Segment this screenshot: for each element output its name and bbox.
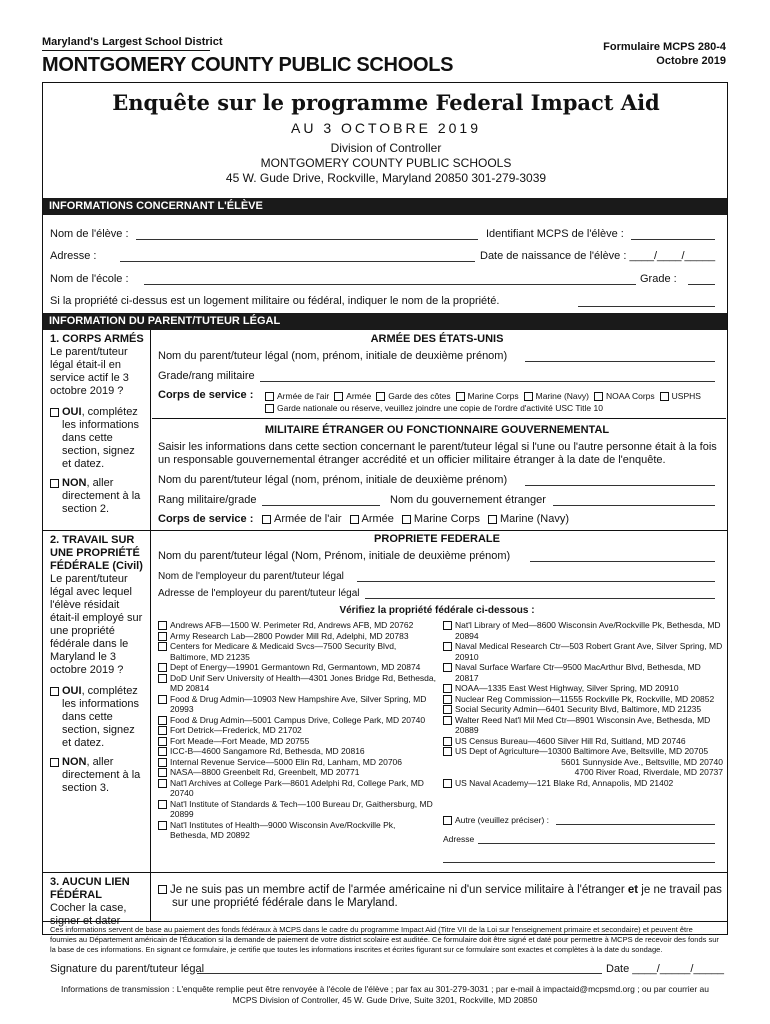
corps-guard-option[interactable]: Garde nationale ou réserve, veuillez joindre une copie de l'ordre d'activité USC Title 10: [265, 403, 603, 414]
federal-property-item[interactable]: DoD Unif Serv University of Health—4301 Jones Bridge Rd, Bethesda, MD 20814: [158, 673, 436, 694]
signature-field[interactable]: [197, 973, 602, 974]
us-grade-label: Grade/rang militaire: [158, 370, 255, 382]
federal-property-item[interactable]: Army Research Lab—2800 Powder Mill Rd, Adelphi, MD 20783: [158, 631, 436, 642]
section1-left: [50, 333, 146, 516]
federal-property-item[interactable]: Fort Detrick—Frederick, MD 21702: [158, 725, 436, 736]
section2-divider: [43, 530, 727, 531]
checkbox-icon[interactable]: [158, 663, 167, 672]
checkbox-icon[interactable]: [158, 695, 167, 704]
grade-label: Grade :: [640, 273, 677, 285]
checkbox-icon[interactable]: [158, 726, 167, 735]
checkbox-icon[interactable]: [158, 768, 167, 777]
employer-name-label: Nom de l'employeur du parent/tuteur légal: [158, 571, 344, 582]
division-name: Division of Controller: [330, 141, 442, 155]
other-address-label: Adresse: [443, 834, 475, 844]
checkbox-icon[interactable]: [660, 392, 669, 401]
signature-date[interactable]: Date ____/_____/_____: [606, 963, 725, 975]
division-org: MONTGOMERY COUNTY PUBLIC SCHOOLS: [260, 156, 512, 170]
federal-property-item[interactable]: Centers for Medicare & Medicaid Svcs—7500 Security Blvd, Baltimore, MD 21235: [158, 641, 436, 662]
checkbox-icon[interactable]: [158, 800, 167, 809]
student-birthdate[interactable]: Date de naissance de l'élève : ____/____/_____: [480, 250, 716, 262]
checkbox-icon[interactable]: [334, 392, 343, 401]
signature-label: Signature du parent/tuteur légal: [50, 963, 205, 975]
federal-parent-name-label: Nom du parent/tuteur légal (Nom, Prénom, initiale de deuxième prénom): [158, 550, 511, 562]
checkbox-icon[interactable]: [443, 705, 452, 714]
federal-property-item[interactable]: Nat'l Institutes of Health—9000 Wisconsin Ave/Rockville Pk, Bethesda, MD 20892: [158, 820, 436, 841]
student-address-field[interactable]: [120, 261, 475, 262]
federal-property-item[interactable]: NOAA—1335 East West Highway, Silver Spring, MD 20910: [443, 683, 723, 694]
verify-property-label: Vérifiez la propriété fédérale ci-dessous :: [339, 605, 535, 616]
checkbox-icon[interactable]: [158, 885, 167, 894]
us-parent-name-label: Nom du parent/tuteur légal (nom, prénom, initiale de deuxième prénom): [158, 350, 508, 362]
no-federal-statement[interactable]: Je ne suis pas un membre actif de l'armée américaine ni d'un service militaire à l'étranger et je ne travail pas sur une propriété fédérale dans le Maryland.: [158, 884, 732, 910]
federal-property-item[interactable]: Walter Reed Nat'l Mil Med Ctr—8901 Wisconsin Ave, Bethesda, MD 20889: [443, 715, 723, 736]
federal-property-item[interactable]: US Naval Academy—121 Blake Rd, Annapolis, MD 21402: [443, 778, 723, 789]
checkbox-icon[interactable]: [262, 515, 271, 524]
federal-list-left: [158, 620, 436, 841]
checkbox-icon[interactable]: [50, 408, 59, 417]
checkbox-icon[interactable]: [50, 758, 59, 767]
checkbox-icon[interactable]: [443, 747, 452, 756]
checkbox-icon[interactable]: [158, 779, 167, 788]
checkbox-icon[interactable]: [158, 758, 167, 767]
checkbox-icon[interactable]: [443, 779, 452, 788]
checkbox-icon[interactable]: [350, 515, 359, 524]
transmission-line-1: Informations de transmission : L'enquête remplie peut être renvoyée à l'école de l'élève ; par fax au 301-279-3031 ; par e-mail à impactaid@mcpsmd.org ; ou par courrier au: [60, 984, 710, 994]
checkbox-icon[interactable]: [265, 404, 274, 413]
checkbox-icon[interactable]: [443, 684, 452, 693]
form-date: Octobre 2019: [656, 55, 726, 67]
checkbox-icon[interactable]: [158, 737, 167, 746]
employer-name-field[interactable]: [357, 581, 715, 582]
checkbox-icon[interactable]: [265, 392, 274, 401]
checkbox-icon[interactable]: [443, 816, 452, 825]
form-title: Enquête sur le programme Federal Impact Aid: [112, 90, 660, 115]
foreign-parent-name-field[interactable]: [525, 485, 715, 486]
grade-field[interactable]: [688, 284, 715, 285]
student-id-field[interactable]: [631, 239, 715, 240]
section1-non[interactable]: NON, aller directement à la section 2.: [50, 477, 146, 516]
school-name-field[interactable]: [144, 284, 636, 285]
federal-property-item[interactable]: Naval Medical Research Ctr—503 Robert Grant Ave, Silver Spring, MD 20910: [443, 641, 723, 662]
checkbox-option[interactable]: Armée: [350, 513, 394, 525]
transmission-line-2: MCPS Division of Controller, 45 W. Gude Drive, Suite 3201, Rockville, MD 20850: [232, 995, 538, 1005]
federal-property-item[interactable]: NASA—8800 Greenbelt Rd, Greenbelt, MD 20771: [158, 767, 436, 778]
checkbox-icon[interactable]: [158, 747, 167, 756]
tagline-rule: [42, 50, 210, 51]
other-address-field-2[interactable]: [443, 862, 715, 863]
student-section-header: INFORMATIONS CONCERNANT L'ÉLÈVE: [43, 198, 727, 215]
federal-property-item[interactable]: Nat'l Archives at College Park—8601 Adelphi Rd, College Park, MD 20740: [158, 778, 436, 799]
division-block: [42, 141, 730, 186]
federal-property-item[interactable]: Food & Drug Admin—10903 New Hampshire Ave, Silver Spring, MD 20993: [158, 694, 436, 715]
checkbox-option[interactable]: Armée de l'air: [262, 513, 342, 525]
corps-label: Corps de service :: [158, 389, 254, 401]
checkbox-option[interactable]: Armée: [334, 391, 371, 401]
federal-property-item[interactable]: Nat'l Library of Med—8600 Wisconsin Ave/Rockville Pk, Bethesda, MD 20894: [443, 620, 723, 641]
foreign-header: MILITAIRE ÉTRANGER OU FONCTIONNAIRE GOUVERNEMENTAL: [264, 424, 610, 436]
checkbox-icon[interactable]: [443, 642, 452, 651]
foreign-instructions: Saisir les informations dans cette section concernant le parent/tuteur légal si l'une ou l'autre personne était à la fois un responsable gouvernemental étranger accrédité et un officier militaire étranger à la date de l'enquête.: [158, 441, 717, 466]
section1-divider: [152, 418, 726, 419]
parent-section-header: INFORMATION DU PARENT/TUTEUR LÉGAL: [43, 313, 727, 330]
section3-divider: [43, 872, 727, 873]
foreign-rank-field[interactable]: [262, 505, 380, 506]
section1-question: Le parent/tuteur légal était-il en service actif le 3 octobre 2019 ?: [50, 346, 129, 397]
employer-address-field[interactable]: [365, 598, 715, 599]
military-housing-field[interactable]: [578, 306, 715, 307]
section3-subtitle: Cocher la case, signer et dater: [50, 902, 127, 927]
corps-options: [265, 391, 706, 402]
checkbox-icon[interactable]: [443, 737, 452, 746]
section2-left: [50, 534, 146, 795]
checkbox-icon[interactable]: [158, 674, 167, 683]
employer-address-label: Adresse de l'employeur du parent/tuteur légal: [158, 588, 360, 599]
section2-oui[interactable]: OUI, complétez les informations dans cette section, signez et datez.: [50, 685, 146, 750]
division-address: 45 W. Gude Drive, Rockville, Maryland 20850 301-279-3039: [225, 171, 547, 185]
org-title: MONTGOMERY COUNTY PUBLIC SCHOOLS: [42, 54, 454, 76]
column-separator: [150, 330, 151, 921]
checkbox-icon[interactable]: [456, 392, 465, 401]
checkbox-option[interactable]: Marine (Navy): [524, 391, 589, 401]
footer-disclaimer: Ces informations servent de base au paiement des fonds fédéraux à MCPS dans le cadre du programme Impact Aid (Titre VII de la Loi sur l'enseignement primaire et secondaire) et peuvent être fournies au Département américain de l'Éducation si la demande de paiement de votre district scolaire est auditée. Ce formulaire doit être signé et daté pour permettre à MCPS de recevoir des fonds sur la base de ces informations. En signant ce formulaire, je certifie que toutes les informations inscrites et écrites figurant sur ce formulaire sont exactes et complètes à la date du sondage.: [50, 925, 719, 954]
student-name-label: Nom de l'élève :: [50, 228, 129, 240]
district-tagline: Maryland's Largest School District: [42, 36, 223, 48]
other-property-field[interactable]: [556, 824, 715, 825]
checkbox-icon[interactable]: [488, 515, 497, 524]
federal-property-item[interactable]: Fort Meade—Fort Meade, MD 20755: [158, 736, 436, 747]
foreign-rank-label: Rang militaire/grade: [158, 494, 257, 506]
federal-property-item[interactable]: Social Security Admin—6401 Security Blvd, Baltimore, MD 21235: [443, 704, 723, 715]
federal-property-item[interactable]: Food & Drug Admin—5001 Campus Drive, College Park, MD 20740: [158, 715, 436, 726]
federal-parent-name-field[interactable]: [530, 561, 715, 562]
checkbox-option[interactable]: USPHS: [660, 391, 701, 401]
checkbox-icon[interactable]: [158, 632, 167, 641]
federal-property-item[interactable]: Internal Revenue Service—5000 Elin Rd, Lanham, MD 20706: [158, 757, 436, 768]
federal-property-item[interactable]: US Census Bureau—4600 Silver Hill Rd, Suitland, MD 20746: [443, 736, 723, 747]
federal-property-item[interactable]: Naval Surface Warfare Ctr—9500 MacArthur Blvd, Bethesda, MD 20817: [443, 662, 723, 683]
form-number-block: [603, 40, 726, 68]
checkbox-icon[interactable]: [524, 392, 533, 401]
federal-property-header: PROPRIETE FEDERALE: [374, 533, 500, 545]
school-name-label: Nom de l'école :: [50, 273, 129, 285]
transmission-info: [30, 984, 740, 1006]
student-name-field[interactable]: [136, 239, 478, 240]
federal-property-item[interactable]: Nat'l Institute of Standards & Tech—100 Bureau Dr, Gaithersburg, MD 20899: [158, 799, 436, 820]
form-number: Formulaire MCPS 280-4: [603, 41, 726, 53]
section2-question: Le parent/tuteur légal avec lequel l'élève résidait était-il employé sur une propriété fédérale dans le Maryland le 3 octobre 2019 ?: [50, 573, 143, 676]
section1-title: 1. CORPS ARMÉS: [50, 333, 144, 345]
checkbox-icon[interactable]: [443, 716, 452, 725]
federal-list-right: [443, 620, 723, 788]
checkbox-option[interactable]: NOAA Corps: [594, 391, 655, 401]
checkbox-icon[interactable]: [50, 479, 59, 488]
checkbox-icon[interactable]: [594, 392, 603, 401]
checkbox-icon[interactable]: [50, 687, 59, 696]
checkbox-icon[interactable]: [158, 642, 167, 651]
checkbox-icon[interactable]: [443, 621, 452, 630]
federal-property-item[interactable]: Nuclear Reg Commission—11555 Rockville Pk, Rockville, MD 20852: [443, 694, 723, 705]
checkbox-option[interactable]: Armée de l'air: [265, 391, 329, 401]
survey-date: AU 3 OCTOBRE 2019: [290, 120, 482, 136]
checkbox-icon[interactable]: [158, 821, 167, 830]
checkbox-option[interactable]: Garde des côtes: [376, 391, 450, 401]
section3-title: 3. AUCUN LIEN FÉDÉRAL: [50, 876, 130, 901]
student-address-label: Adresse :: [50, 250, 97, 262]
student-id-label: Identifiant MCPS de l'élève :: [486, 228, 624, 240]
section1-oui[interactable]: OUI, complétez les informations dans cette section, signez et datez.: [50, 406, 146, 471]
us-grade-field[interactable]: [260, 381, 715, 382]
other-property-label[interactable]: Autre (veuillez préciser) :: [443, 815, 549, 826]
footer-divider: [43, 921, 727, 922]
federal-property-item[interactable]: Andrews AFB—1500 W. Perimeter Rd, Andrews AFB, MD 20762: [158, 620, 436, 631]
federal-property-item[interactable]: ICC-B—4600 Sangamore Rd, Bethesda, MD 20816: [158, 746, 436, 757]
us-army-header: ARMÉE DES ÉTATS-UNIS: [370, 333, 504, 345]
checkbox-option[interactable]: Marine Corps: [456, 391, 519, 401]
federal-property-item[interactable]: Dept of Energy—19901 Germantown Rd, Germantown, MD 20874: [158, 662, 436, 673]
foreign-corps-options: [262, 513, 577, 525]
checkbox-icon[interactable]: [158, 621, 167, 630]
checkbox-icon[interactable]: [158, 716, 167, 725]
us-parent-name-field[interactable]: [525, 361, 715, 362]
other-address-field[interactable]: [478, 843, 715, 844]
section2-title: 2. TRAVAIL SUR UNE PROPRIÉTÉ FÉDÉRALE (Civil): [50, 534, 143, 572]
checkbox-icon[interactable]: [443, 663, 452, 672]
foreign-corps-label: Corps de service :: [158, 513, 254, 525]
foreign-gov-field[interactable]: [553, 505, 715, 506]
military-housing-note: Si la propriété ci-dessus est un logement militaire ou fédéral, indiquer le nom de la propriété.: [50, 295, 500, 307]
checkbox-icon[interactable]: [376, 392, 385, 401]
checkbox-icon[interactable]: [402, 515, 411, 524]
federal-property-item[interactable]: US Dept of Agriculture—10300 Baltimore Ave, Beltsville, MD 20705 5601 Sunnyside Ave., Beltsville, MD 20740 4700 River Road, Riverdale, MD 20737: [443, 746, 723, 778]
foreign-parent-name-label: Nom du parent/tuteur légal (nom, prénom, initiale de deuxième prénom): [158, 474, 508, 486]
section2-non[interactable]: NON, aller directement à la section 3.: [50, 756, 146, 795]
foreign-gov-label: Nom du gouvernement étranger: [390, 494, 546, 506]
checkbox-option[interactable]: Marine Corps: [402, 513, 480, 525]
checkbox-icon[interactable]: [443, 695, 452, 704]
checkbox-option[interactable]: Marine (Navy): [488, 513, 569, 525]
